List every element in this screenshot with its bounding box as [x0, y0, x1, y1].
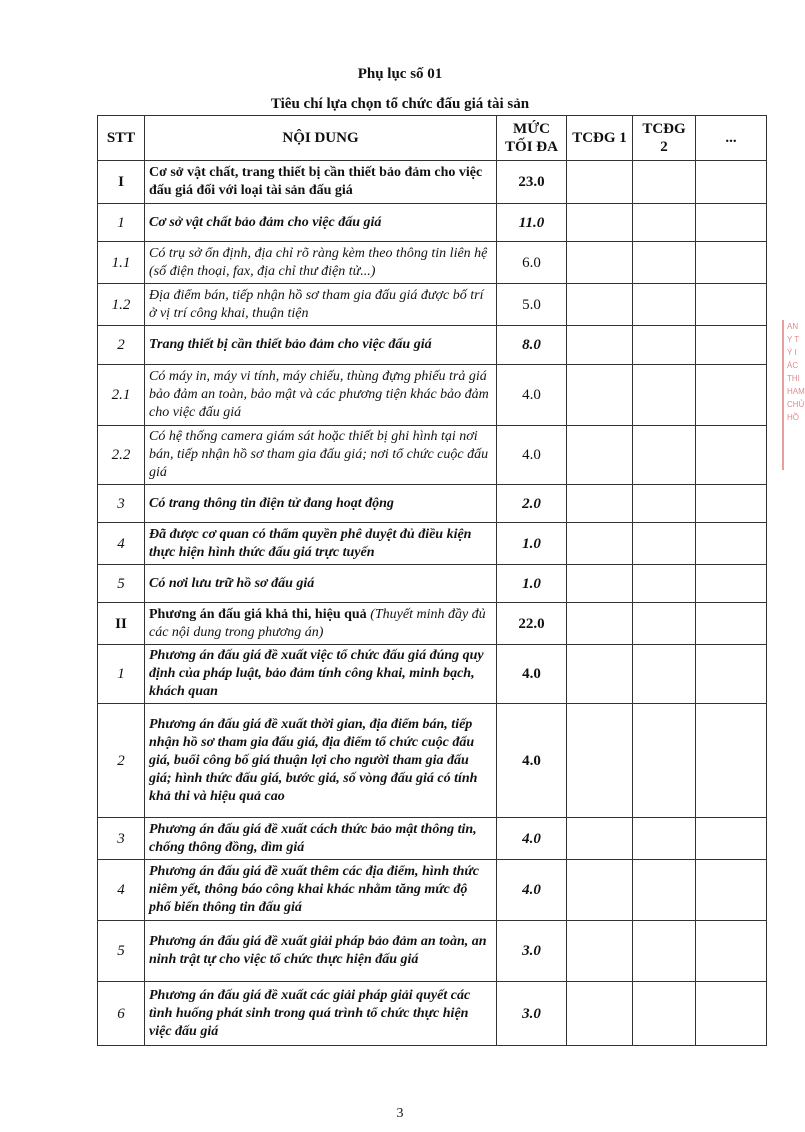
row-more-cell [696, 365, 767, 426]
row-more-cell [696, 242, 767, 284]
header-tcdg2: TCĐG 2 [633, 116, 696, 161]
row-tcdg1-cell [567, 921, 633, 982]
row-stt: 6 [98, 982, 145, 1046]
table-row [98, 204, 767, 242]
row-stt: 3 [98, 818, 145, 860]
stamp-text: Ý I [787, 348, 797, 357]
row-more-cell [696, 426, 767, 485]
row-tcdg1-cell [567, 485, 633, 523]
row-content: Có nơi lưu trữ hồ sơ đấu giá [145, 565, 497, 603]
row-stt: 2.1 [98, 365, 145, 426]
row-more-cell [696, 982, 767, 1046]
row-tcdg2-cell [633, 485, 696, 523]
row-more-cell [696, 860, 767, 921]
row-tcdg1-cell [567, 818, 633, 860]
page-number: 3 [396, 1106, 404, 1121]
row-content: Phương án đấu giá đề xuất thêm các địa điểm, hình thức niêm yết, thông báo công khai khác nhằm tăng mức độ phổ biến thông tin đấu giá [145, 860, 497, 921]
row-content [145, 603, 497, 645]
row-max: 2.0 [497, 485, 567, 523]
table-row [98, 921, 767, 982]
row-stt: 5 [98, 565, 145, 603]
row-content: Phương án đấu giá đề xuất cách thức bảo mật thông tin, chống thông đồng, dìm giá [145, 818, 497, 860]
row-tcdg2-cell [633, 523, 696, 565]
row-content: Đã được cơ quan có thẩm quyền phê duyệt đủ điều kiện thực hiện hình thức đấu giá trực tuyến [145, 523, 497, 565]
table-row [98, 982, 767, 1046]
row-max: 23.0 [497, 161, 567, 204]
criteria-table [97, 115, 767, 1046]
row-max: 4.0 [497, 426, 567, 485]
row-more-cell [696, 326, 767, 365]
header-stt: STT [98, 116, 145, 161]
row-stt: 2 [98, 326, 145, 365]
row-tcdg2-cell [633, 921, 696, 982]
row-stt: 1 [98, 645, 145, 704]
row-more-cell [696, 603, 767, 645]
row-tcdg2-cell [633, 204, 696, 242]
row-max: 1.0 [497, 565, 567, 603]
row-content: Có máy in, máy vi tính, máy chiếu, thùng đựng phiếu trả giá bảo đảm an toàn, bảo mật và các phương tiện khác bảo đảm cho việc đấu giá [145, 365, 497, 426]
row-max: 6.0 [497, 242, 567, 284]
table-row [98, 565, 767, 603]
table-row [98, 284, 767, 326]
row-tcdg1-cell [567, 161, 633, 204]
row-tcdg1-cell [567, 326, 633, 365]
appendix-subheading: Tiêu chí lựa chọn tổ chức đấu giá tài sản [270, 96, 530, 112]
row-tcdg2-cell [633, 161, 696, 204]
row-max: 4.0 [497, 818, 567, 860]
row-tcdg1-cell [567, 982, 633, 1046]
row-more-cell [696, 204, 767, 242]
row-more-cell [696, 523, 767, 565]
appendix-heading: Phụ lục số 01 [357, 66, 443, 82]
row-tcdg2-cell [633, 365, 696, 426]
table-row [98, 365, 767, 426]
row-content: Phương án đấu giá đề xuất giải pháp bảo đảm an toàn, an ninh trật tự cho việc tổ chức thực hiện đấu giá [145, 921, 497, 982]
row-stt: 1 [98, 204, 145, 242]
header-content: NỘI DUNG [145, 116, 497, 161]
red-stamp-fragment [782, 320, 805, 470]
row-content-bold: Phương án đấu giá khả thi, hiệu quả [149, 606, 367, 622]
row-tcdg1-cell [567, 603, 633, 645]
row-tcdg2-cell [633, 645, 696, 704]
row-content-note: (Thuyết minh đầy đủ các nội dung trong phương án) [149, 606, 486, 640]
row-stt: 4 [98, 860, 145, 921]
header-max: MỨC TỐI ĐA [497, 116, 567, 161]
row-content: Cơ sở vật chất, trang thiết bị cần thiết bảo đảm cho việc đấu giá đối với loại tài sản đấu giá [145, 161, 497, 204]
row-tcdg1-cell [567, 204, 633, 242]
row-more-cell [696, 284, 767, 326]
row-content: Có trụ sở ổn định, địa chỉ rõ ràng kèm theo thông tin liên hệ (số điện thoại, fax, địa chỉ thư điện tử...) [145, 242, 497, 284]
row-stt: 1.1 [98, 242, 145, 284]
row-max: 4.0 [497, 860, 567, 921]
row-content: Phương án đấu giá đề xuất việc tổ chức đấu giá đúng quy định của pháp luật, bảo đảm tính công khai, minh bạch, khách quan [145, 645, 497, 704]
row-max: 22.0 [497, 603, 567, 645]
row-max: 5.0 [497, 284, 567, 326]
row-max: 8.0 [497, 326, 567, 365]
row-stt: 1.2 [98, 284, 145, 326]
row-tcdg2-cell [633, 565, 696, 603]
table-row [98, 860, 767, 921]
row-content: Có trang thông tin điện tử đang hoạt động [145, 485, 497, 523]
row-stt: 2 [98, 704, 145, 818]
row-content: Phương án đấu giá đề xuất thời gian, địa điểm bán, tiếp nhận hồ sơ tham gia đấu giá, địa điểm tổ chức cuộc đấu giá, buổi công bố giá thuận lợi cho người tham gia đấu giá; hình thức đấu giá, bước giá, số vòng đấu giá có tính khả thi và hiệu quả cao [145, 704, 497, 818]
row-more-cell [696, 921, 767, 982]
header-more: ... [696, 116, 767, 161]
row-tcdg2-cell [633, 426, 696, 485]
row-tcdg2-cell [633, 603, 696, 645]
row-content: Có hệ thống camera giám sát hoặc thiết bị ghi hình tại nơi bán, tiếp nhận hồ sơ tham gia đấu giá; nơi tổ chức cuộc đấu giá [145, 426, 497, 485]
row-tcdg2-cell [633, 982, 696, 1046]
table-header-row [98, 116, 767, 161]
table-row [98, 523, 767, 565]
table-row [98, 603, 767, 645]
table-row [98, 485, 767, 523]
row-tcdg1-cell [567, 242, 633, 284]
row-max: 4.0 [497, 645, 567, 704]
row-tcdg2-cell [633, 284, 696, 326]
row-more-cell [696, 161, 767, 204]
row-tcdg1-cell [567, 704, 633, 818]
row-more-cell [696, 818, 767, 860]
row-tcdg2-cell [633, 326, 696, 365]
row-content: Cơ sở vật chất bảo đảm cho việc đấu giá [145, 204, 497, 242]
row-stt: 3 [98, 485, 145, 523]
row-tcdg1-cell [567, 365, 633, 426]
row-stt: 2.2 [98, 426, 145, 485]
row-tcdg2-cell [633, 860, 696, 921]
row-more-cell [696, 485, 767, 523]
row-tcdg2-cell [633, 818, 696, 860]
row-tcdg1-cell [567, 565, 633, 603]
table-row [98, 326, 767, 365]
row-tcdg1-cell [567, 860, 633, 921]
row-tcdg2-cell [633, 704, 696, 818]
stamp-text: CHỦ [787, 400, 805, 409]
table-row [98, 645, 767, 704]
table-row [98, 704, 767, 818]
row-more-cell [696, 645, 767, 704]
stamp-text: ÁC [787, 361, 799, 370]
row-tcdg1-cell [567, 426, 633, 485]
row-max: 4.0 [497, 704, 567, 818]
row-tcdg1-cell [567, 523, 633, 565]
row-stt: II [98, 603, 145, 645]
stamp-text: HỒ [787, 413, 799, 422]
stamp-text: Y T [787, 335, 800, 344]
table-row [98, 242, 767, 284]
row-content: Địa điểm bán, tiếp nhận hồ sơ tham gia đấu giá được bố trí ở vị trí công khai, thuận tiện [145, 284, 497, 326]
row-stt: 5 [98, 921, 145, 982]
stamp-text: AN [787, 322, 799, 331]
header-tcdg1: TCĐG 1 [567, 116, 633, 161]
row-tcdg1-cell [567, 645, 633, 704]
row-max: 3.0 [497, 982, 567, 1046]
table-row [98, 161, 767, 204]
table-row [98, 818, 767, 860]
row-stt: I [98, 161, 145, 204]
row-content: Phương án đấu giá đề xuất các giải pháp giải quyết các tình huống phát sinh trong quá trình tổ chức thực hiện việc đấu giá [145, 982, 497, 1046]
row-more-cell [696, 704, 767, 818]
stamp-text: THI [787, 374, 800, 383]
row-content: Trang thiết bị cần thiết bảo đảm cho việc đấu giá [145, 326, 497, 365]
row-tcdg1-cell [567, 284, 633, 326]
row-max: 11.0 [497, 204, 567, 242]
table-row [98, 426, 767, 485]
row-more-cell [696, 565, 767, 603]
stamp-text: HAM [787, 387, 805, 396]
row-stt: 4 [98, 523, 145, 565]
row-max: 4.0 [497, 365, 567, 426]
row-max: 3.0 [497, 921, 567, 982]
row-tcdg2-cell [633, 242, 696, 284]
row-max: 1.0 [497, 523, 567, 565]
